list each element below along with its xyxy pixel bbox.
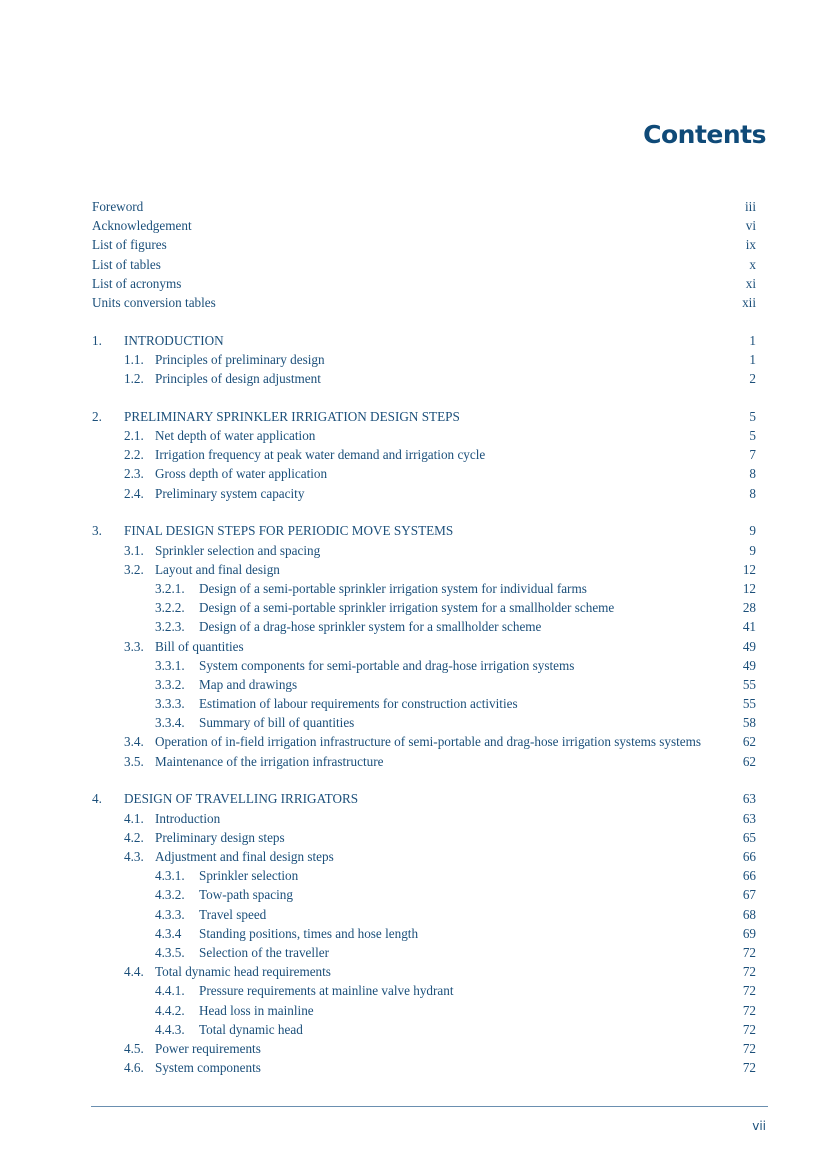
toc-entry-page: 68: [742, 906, 756, 922]
toc-entry-page: 55: [742, 696, 756, 712]
toc-entry-label: Foreword: [92, 199, 144, 214]
toc-entry-number: 3.3.1.: [155, 657, 185, 673]
toc-section-entry[interactable]: [92, 828, 756, 847]
toc-subsection-entry[interactable]: [92, 598, 756, 617]
toc-entry-page: 63: [742, 810, 756, 826]
footer-divider: [91, 1106, 768, 1107]
toc-chapter-entry[interactable]: [92, 407, 756, 426]
toc-entry-label: Principles of preliminary design: [155, 351, 325, 367]
toc-entry-label: Adjustment and final design steps: [155, 849, 334, 864]
toc-entry-number: 3.4.: [124, 734, 144, 750]
toc-front-matter-entry[interactable]: [92, 293, 756, 312]
toc-subsection-entry[interactable]: [92, 713, 756, 732]
toc-entry-page: 49: [742, 638, 756, 654]
toc-section-entry[interactable]: [92, 1039, 756, 1058]
toc-entry-label: Pressure requirements at mainline valve hydrant: [199, 983, 454, 999]
toc-entry-page: 8: [749, 485, 756, 501]
toc-entry-label: Power requirements: [155, 1040, 261, 1056]
toc-entry-page: 7: [749, 447, 756, 463]
toc-entry-number: 4.6.: [124, 1060, 144, 1076]
toc-entry-number: 1.1.: [124, 351, 144, 367]
toc-entry-label: FINAL DESIGN STEPS FOR PERIODIC MOVE SYSTEMS: [124, 523, 454, 539]
toc-spacer: [92, 771, 756, 790]
toc-section-entry[interactable]: [92, 637, 756, 656]
toc-entry-number: 2.3.: [124, 466, 144, 482]
toc-entry-page: 62: [742, 753, 756, 769]
toc-entry-label: Maintenance of the irrigation infrastructure: [155, 753, 384, 769]
toc-entry-label: Map and drawings: [199, 676, 298, 692]
toc-entry-label: Selection of the traveller: [199, 944, 329, 960]
toc-entry-number: 3.3.: [124, 638, 144, 654]
toc-front-matter-entry[interactable]: [92, 216, 756, 235]
toc-entry-label: Units conversion tables: [92, 294, 216, 310]
toc-entry-number: 3.3.4.: [155, 715, 185, 731]
toc-entry-label: INTRODUCTION: [124, 332, 224, 348]
toc-entry-page: xii: [742, 294, 756, 310]
toc-entry-page: xi: [745, 275, 756, 291]
toc-section-entry[interactable]: [92, 752, 756, 771]
toc-entry-label: System components for semi-portable and drag-hose irrigation systems: [199, 657, 575, 673]
toc-subsection-entry[interactable]: [92, 1020, 756, 1039]
toc-entry-page: 66: [742, 849, 756, 864]
toc-front-matter-entry[interactable]: [92, 197, 756, 216]
footer-page-number: vii: [752, 1119, 766, 1133]
toc-entry-label: System components: [155, 1060, 261, 1076]
toc-chapter-entry[interactable]: [92, 331, 756, 350]
toc-entry-label: Head loss in mainline: [199, 1002, 314, 1018]
toc-entry-number: 3.2.: [124, 561, 144, 577]
toc-entry-label: Sprinkler selection and spacing: [155, 542, 321, 558]
toc-section-entry[interactable]: [92, 464, 756, 483]
toc-entry-page: 12: [742, 580, 756, 596]
toc-entry-number: 4.3.: [124, 849, 144, 864]
toc-entry-page: 9: [749, 542, 756, 558]
toc-chapter-entry[interactable]: [92, 789, 756, 808]
toc-entry-number: 2.1.: [124, 428, 144, 444]
toc-front-matter-entry[interactable]: [92, 235, 756, 254]
toc-entry-page: vi: [745, 218, 756, 234]
toc-subsection-entry[interactable]: [92, 675, 756, 694]
toc-entry-page: 1: [749, 351, 756, 367]
toc-section-entry[interactable]: [92, 847, 756, 866]
toc-section-entry[interactable]: [92, 1058, 756, 1077]
toc-entry-label: Net depth of water application: [155, 428, 316, 444]
toc-entry-number: 1.2.: [124, 371, 144, 387]
toc-spacer: [92, 503, 756, 522]
toc-subsection-entry[interactable]: [92, 617, 756, 636]
toc-section-entry[interactable]: [92, 369, 756, 388]
toc-entry-page: 5: [749, 408, 756, 424]
toc-entry-label: Layout and final design: [155, 561, 280, 577]
toc-entry-number: 2.2.: [124, 447, 144, 463]
toc-entry-page: 2: [749, 371, 756, 387]
toc-section-entry[interactable]: [92, 426, 756, 445]
toc-subsection-entry[interactable]: [92, 885, 756, 904]
toc-entry-page: 65: [742, 829, 756, 845]
toc-entry-number: 4.3.2.: [155, 887, 185, 903]
toc-entry-number: 4.5.: [124, 1040, 144, 1056]
toc-entry-page: 28: [742, 600, 756, 616]
toc-entry-number: 4.1.: [124, 810, 144, 826]
toc-entry-label: Bill of quantities: [155, 638, 244, 654]
toc-entry-page: 69: [742, 925, 756, 941]
toc-entry-label: List of tables: [92, 256, 161, 272]
toc-entry-number: 3.1.: [124, 542, 144, 558]
toc-entry-label: Standing positions, times and hose length: [199, 925, 419, 941]
toc-entry-page: 72: [742, 1021, 756, 1037]
toc-entry-number: 3.3.3.: [155, 696, 185, 712]
toc-entry-label: Preliminary design steps: [155, 829, 285, 845]
toc-section-entry[interactable]: [92, 541, 756, 560]
toc-entry-page: 72: [742, 1002, 756, 1018]
toc-subsection-entry[interactable]: [92, 943, 756, 962]
toc-section-entry[interactable]: [92, 445, 756, 464]
toc-entry-number: 4.3.3.: [155, 906, 185, 922]
toc-entry-label: Total dynamic head: [199, 1021, 303, 1037]
toc-entry-label: Operation of in-field irrigation infrastructure of semi-portable and drag-hose irrigation systems systems: [155, 734, 702, 750]
toc-entry-number: 4.3.1.: [155, 868, 185, 884]
toc-entry-number: 4.4.: [124, 964, 144, 980]
toc-section-entry[interactable]: [92, 809, 756, 828]
table-of-contents: [92, 197, 756, 1077]
toc-entry-page: 8: [749, 466, 756, 482]
toc-entry-page: 1: [749, 332, 756, 348]
toc-entry-page: x: [749, 256, 756, 272]
toc-entry-label: DESIGN OF TRAVELLING IRRIGATORS: [124, 791, 359, 807]
toc-entry-page: 67: [742, 887, 756, 903]
toc-entry-label: Design of a drag-hose sprinkler system for a smallholder scheme: [199, 619, 542, 635]
toc-entry-page: 55: [742, 676, 756, 692]
toc-entry-page: 49: [742, 657, 756, 673]
toc-subsection-entry[interactable]: [92, 905, 756, 924]
toc-entry-number: 4.3.4: [155, 925, 182, 941]
toc-entry-number: 1.: [92, 332, 102, 348]
toc-entry-page: 72: [742, 983, 756, 999]
toc-entry-label: Design of a semi-portable sprinkler irrigation system for individual farms: [199, 580, 587, 596]
toc-entry-number: 3.: [92, 523, 102, 539]
toc-entry-number: 4.3.5.: [155, 944, 185, 960]
toc-subsection-entry[interactable]: [92, 866, 756, 885]
toc-entry-page: 72: [742, 1040, 756, 1056]
toc-entry-page: 63: [742, 791, 756, 807]
toc-section-entry[interactable]: [92, 560, 756, 579]
toc-entry-label: Gross depth of water application: [155, 466, 328, 482]
toc-subsection-entry[interactable]: [92, 694, 756, 713]
toc-entry-label: Preliminary system capacity: [155, 485, 305, 501]
toc-entry-label: Acknowledgement: [92, 218, 192, 234]
page-title: Contents: [643, 120, 766, 149]
toc-entry-page: 41: [742, 619, 756, 635]
toc-section-entry[interactable]: [92, 732, 756, 751]
toc-entry-label: Sprinkler selection: [199, 868, 299, 884]
toc-entry-page: 72: [742, 944, 756, 960]
toc-entry-number: 2.: [92, 408, 102, 424]
toc-entry-number: 4.4.3.: [155, 1021, 185, 1037]
toc-entry-number: 4.4.2.: [155, 1002, 185, 1018]
toc-entry-number: 3.2.1.: [155, 580, 185, 596]
toc-entry-label: PRELIMINARY SPRINKLER IRRIGATION DESIGN STEPS: [124, 408, 460, 424]
toc-front-matter-entry[interactable]: [92, 255, 756, 274]
toc-entry-label: Travel speed: [199, 906, 267, 922]
toc-entry-label: List of figures: [92, 237, 167, 253]
toc-entry-page: 66: [742, 868, 756, 884]
toc-subsection-entry[interactable]: [92, 981, 756, 1000]
toc-entry-page: 5: [749, 428, 756, 444]
toc-entry-label: Introduction: [155, 810, 221, 826]
toc-entry-page: 9: [749, 523, 756, 539]
toc-entry-label: Principles of design adjustment: [155, 371, 321, 387]
toc-entry-page: 72: [742, 964, 756, 980]
toc-entry-number: 3.5.: [124, 753, 144, 769]
toc-entry-number: 3.2.2.: [155, 600, 185, 616]
toc-entry-number: 4.2.: [124, 829, 144, 845]
toc-entry-label: Summary of bill of quantities: [199, 715, 355, 731]
toc-entry-label: Estimation of labour requirements for construction activities: [199, 696, 518, 712]
toc-section-entry[interactable]: [92, 350, 756, 369]
toc-entry-page: 72: [742, 1060, 756, 1076]
toc-subsection-entry[interactable]: [92, 656, 756, 675]
toc-entry-page: ix: [745, 237, 756, 253]
toc-front-matter-entry[interactable]: [92, 274, 756, 293]
toc-entry-page: 62: [742, 734, 756, 750]
toc-entry-page: 12: [742, 561, 756, 577]
toc-spacer: [92, 312, 756, 331]
toc-section-entry[interactable]: [92, 484, 756, 503]
toc-entry-number: 3.2.3.: [155, 619, 185, 635]
toc-subsection-entry[interactable]: [92, 1001, 756, 1020]
toc-entry-label: List of acronyms: [92, 275, 182, 291]
toc-entry-number: 2.4.: [124, 485, 144, 501]
toc-section-entry[interactable]: [92, 962, 756, 981]
toc-entry-label: Irrigation frequency at peak water demand and irrigation cycle: [155, 447, 486, 463]
toc-entry-number: 3.3.2.: [155, 676, 185, 692]
toc-chapter-entry[interactable]: [92, 521, 756, 540]
toc-entry-label: Total dynamic head requirements: [155, 964, 331, 980]
toc-spacer: [92, 388, 756, 407]
toc-subsection-entry[interactable]: [92, 579, 756, 598]
toc-entry-label: Design of a semi-portable sprinkler irrigation system for a smallholder scheme: [199, 600, 615, 616]
toc-entry-number: 4.: [92, 791, 102, 807]
toc-entry-page: iii: [745, 199, 756, 214]
toc-entry-page: 58: [742, 715, 756, 731]
toc-entry-number: 4.4.1.: [155, 983, 185, 999]
toc-entry-label: Tow-path spacing: [199, 887, 293, 903]
toc-subsection-entry[interactable]: [92, 924, 756, 943]
